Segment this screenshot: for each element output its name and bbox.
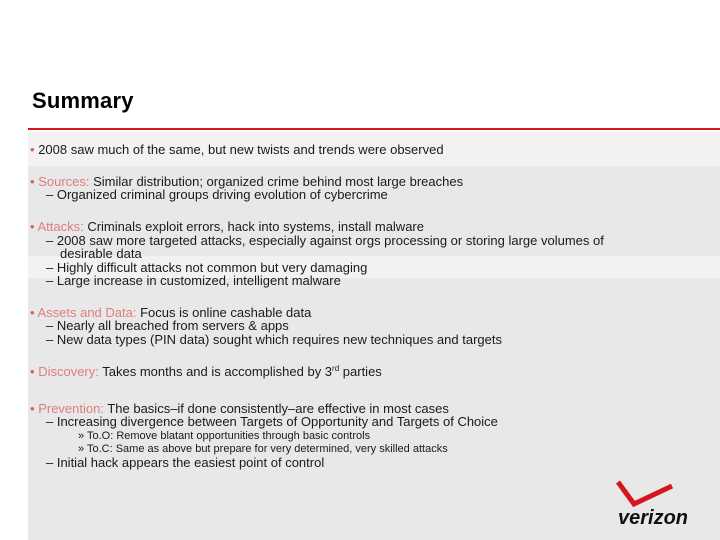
sub-bullet: – Initial hack appears the easiest point of control: [46, 455, 325, 470]
sub-bullet: – Increasing divergence between Targets of Opportunity and Targets of Choice: [46, 414, 498, 429]
bullet-highlight: Discovery:: [38, 364, 99, 379]
verizon-checkmark-icon: [612, 478, 698, 528]
sub-bullet: – Organized criminal groups driving evolution of cybercrime: [46, 187, 388, 202]
bullet-highlight: Attacks:: [37, 219, 84, 234]
bullet-highlight: Assets and Data:: [37, 305, 137, 320]
sub-sub-bullet: » To.C: Same as above but prepare for very determined, very skilled attacks: [78, 443, 448, 455]
sub-bullet: – Large increase in customized, intelligent malware: [46, 273, 341, 288]
sub-bullet: – Highly difficult attacks not common but very damaging: [46, 260, 368, 275]
sub-bullet: – Nearly all breached from servers & apps: [46, 318, 289, 333]
ordinal-superscript: rd: [332, 364, 340, 373]
bullet-text: Similar distribution; organized crime behind most large breaches: [89, 174, 464, 189]
bullet-text: Criminals exploit errors, hack into systems, install malware: [83, 219, 424, 234]
bullet-marker: •: [30, 364, 35, 379]
bullet-text: The basics–if done consistently–are effective in most cases: [103, 401, 449, 416]
title-divider: [28, 128, 720, 130]
sub-bullet: – New data types (PIN data) sought which requires new techniques and targets: [46, 332, 502, 347]
bullet-text: 2008 saw much of the same, but new twists and trends were observed: [38, 142, 444, 157]
bullet-marker: •: [30, 174, 35, 189]
bullet-highlight: Sources:: [38, 174, 90, 189]
bullet-marker: •: [30, 219, 35, 234]
verizon-logo: [612, 478, 698, 528]
sub-sub-bullet: » To.O: Remove blatant opportunities through basic controls: [78, 430, 371, 442]
bullet-text: Takes months and is accomplished by 3: [98, 364, 333, 379]
sub-bullet-continuation: desirable data: [60, 246, 142, 261]
verizon-logo-text: verizon: [618, 507, 689, 528]
bullet-highlight: Prevention:: [38, 401, 104, 416]
bullet-text-end: parties: [339, 364, 382, 379]
slide-title: Summary: [32, 88, 134, 113]
bullet-marker: •: [30, 401, 35, 416]
sub-bullet: – 2008 saw more targeted attacks, especially against orgs processing or storing large volumes of: [46, 233, 604, 248]
bullet-text: Focus is online cashable data: [136, 305, 312, 320]
bullet-marker: •: [30, 305, 35, 320]
bullet-marker: •: [30, 142, 35, 157]
